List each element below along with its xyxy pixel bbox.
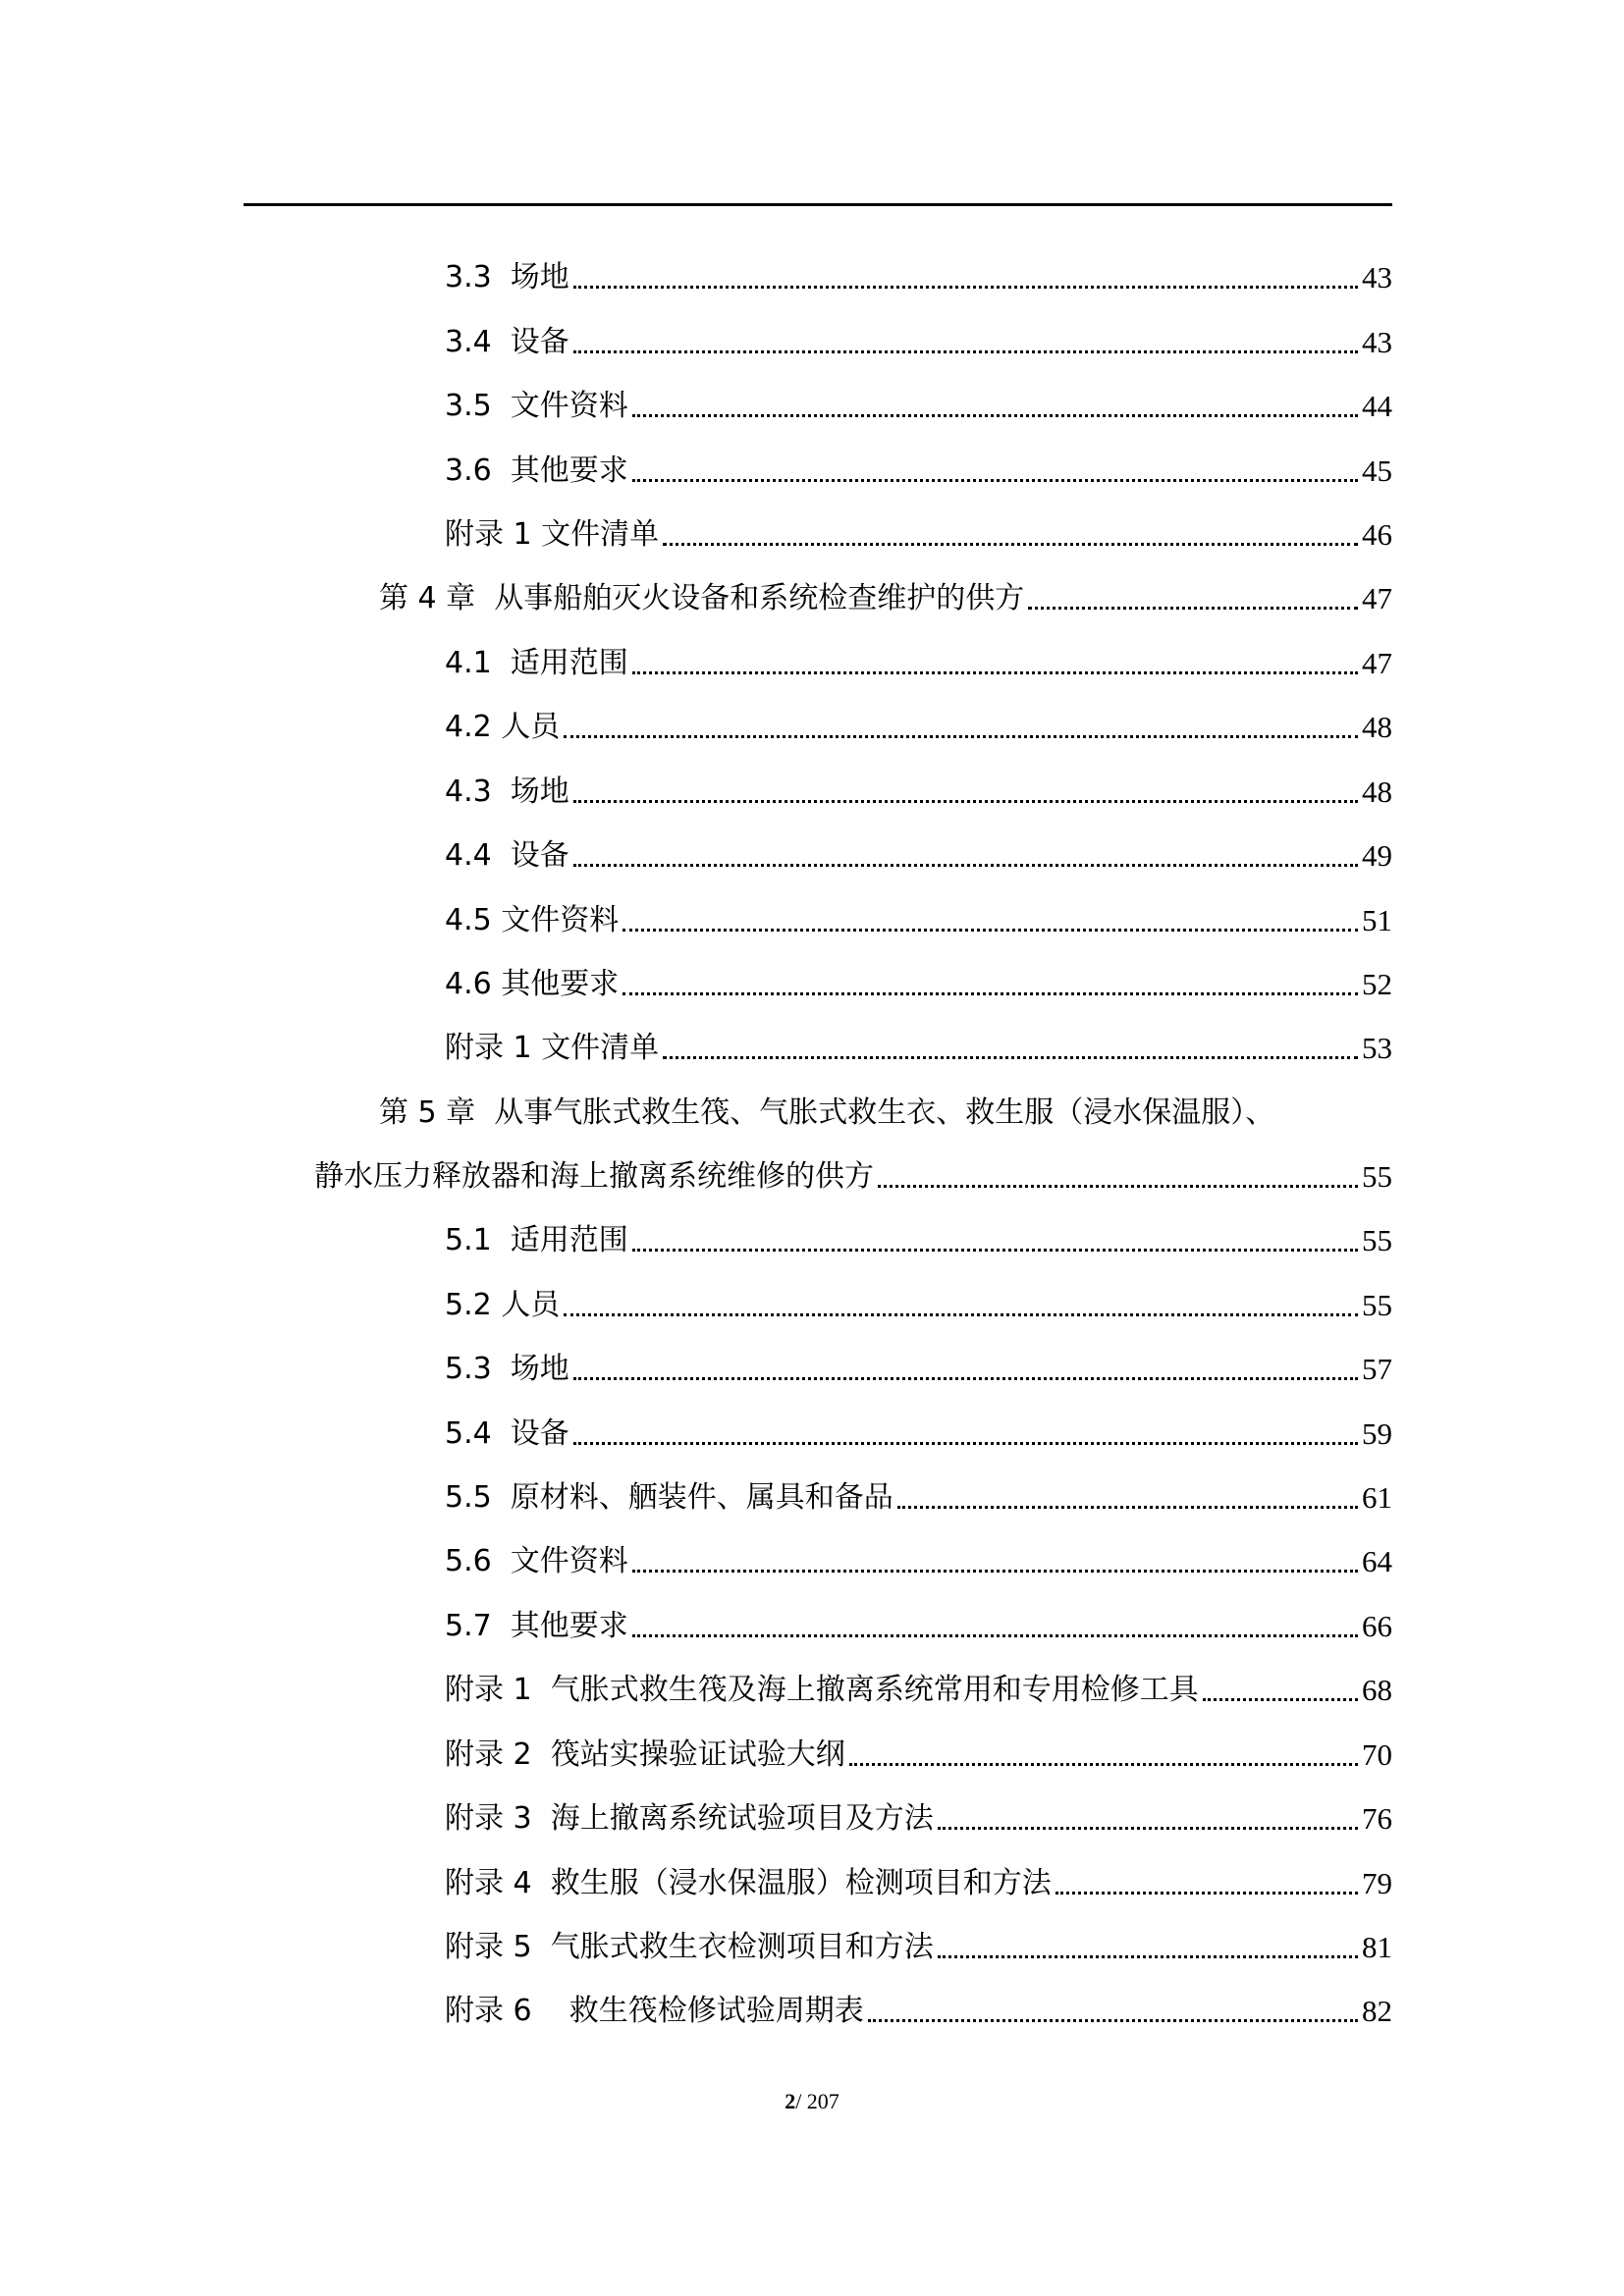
toc-leader-dots — [573, 800, 1358, 803]
toc-leader-dots — [632, 479, 1358, 482]
toc-entry-title: 4.4 设备 — [445, 838, 569, 873]
toc-entry-page-number: 64 — [1362, 1544, 1392, 1578]
toc-leader-dots — [663, 543, 1358, 546]
toc-entry[interactable] — [445, 1734, 1392, 1775]
toc-leader-dots — [938, 1955, 1358, 1958]
toc-entry-title: 3.6 其他要求 — [445, 454, 628, 488]
toc-entry-page-number: 70 — [1362, 1737, 1392, 1772]
toc-leader-dots — [897, 1506, 1358, 1509]
toc-entry[interactable] — [445, 1862, 1392, 1903]
total-pages: / 207 — [795, 2089, 839, 2113]
toc-entry-title: 附录 4 救生服（浸水保温服）检测项目和方法 — [445, 1866, 1052, 1900]
toc-entry[interactable] — [445, 899, 1392, 940]
toc-leader-dots — [573, 1377, 1358, 1380]
toc-entry-page-number: 43 — [1362, 325, 1392, 359]
toc-leader-dots — [564, 1313, 1358, 1316]
toc-entry-page-number: 55 — [1362, 1288, 1392, 1322]
toc-entry-title: 3.5 文件资料 — [445, 389, 628, 423]
toc-entry[interactable] — [445, 1540, 1392, 1581]
toc-leader-dots — [632, 414, 1358, 417]
toc-entry-title: 静水压力释放器和海上撤离系统维修的供方 — [314, 1159, 874, 1194]
toc-entry[interactable] — [445, 1476, 1392, 1518]
toc-entry-title: 5.1 适用范围 — [445, 1223, 628, 1257]
toc-leader-dots — [623, 992, 1358, 995]
toc-entry-page-number: 44 — [1362, 389, 1392, 423]
toc-entry-page-number: 61 — [1362, 1480, 1392, 1515]
toc-leader-dots — [938, 1827, 1358, 1830]
toc-entry-page-number: 43 — [1362, 260, 1392, 294]
toc-entry[interactable] — [445, 834, 1392, 876]
toc-entry-page-number: 52 — [1362, 967, 1392, 1001]
toc-leader-dots — [663, 1056, 1358, 1059]
toc-entry-title: 第 5 章 从事气胀式救生筏、气胀式救生衣、救生服（浸水保温服）、 — [379, 1095, 1275, 1130]
toc-leader-dots — [1028, 607, 1358, 610]
toc-entry-page-number: 46 — [1362, 517, 1392, 552]
toc-entry-title: 3.4 设备 — [445, 325, 569, 359]
toc-entry[interactable] — [445, 1669, 1392, 1710]
toc-leader-dots — [632, 1634, 1358, 1637]
toc-entry[interactable] — [445, 1605, 1392, 1646]
toc-entry[interactable] — [445, 1284, 1392, 1325]
toc-entry-page-number: 51 — [1362, 903, 1392, 937]
toc-entry[interactable] — [379, 1092, 1392, 1133]
toc-entry-title: 5.3 场地 — [445, 1352, 569, 1386]
toc-entry-page-number: 55 — [1362, 1223, 1392, 1257]
current-page-number: 2 — [785, 2089, 796, 2113]
toc-entry-title: 附录 2 筏站实操验证试验大纲 — [445, 1737, 845, 1772]
toc-entry-title: 3.3 场地 — [445, 260, 569, 294]
toc-leader-dots — [573, 1442, 1358, 1445]
toc-entry[interactable] — [445, 642, 1392, 683]
toc-leader-dots — [623, 929, 1358, 932]
toc-entry-title: 附录 6 救生筏检修试验周期表 — [445, 1994, 864, 2028]
toc-entry[interactable] — [445, 1990, 1392, 2031]
toc-entry[interactable] — [445, 321, 1392, 362]
toc-entry-page-number: 76 — [1362, 1801, 1392, 1836]
toc-entry-title: 附录 3 海上撤离系统试验项目及方法 — [445, 1801, 934, 1836]
toc-entry-title: 5.5 原材料、舾装件、属具和备品 — [445, 1480, 893, 1515]
toc-entry-title: 第 4 章 从事船舶灭火设备和系统检查维护的供方 — [379, 581, 1025, 615]
toc-entry-title: 4.2 人员 — [445, 710, 561, 744]
toc-leader-dots — [573, 350, 1358, 353]
toc-entry-page-number: 68 — [1362, 1673, 1392, 1707]
toc-entry-title: 附录 1 文件清单 — [445, 517, 660, 552]
toc-leader-dots — [564, 735, 1358, 738]
toc-entry-page-number: 59 — [1362, 1416, 1392, 1451]
toc-leader-dots — [632, 671, 1358, 674]
page-footer — [0, 2089, 1624, 2114]
toc-entry[interactable] — [445, 1797, 1392, 1839]
toc-entry[interactable] — [379, 577, 1392, 618]
toc-leader-dots — [878, 1185, 1358, 1188]
toc-entry-page-number: 47 — [1362, 646, 1392, 680]
toc-entry-page-number: 81 — [1362, 1930, 1392, 1964]
toc-entry-title: 附录 1 文件清单 — [445, 1031, 660, 1065]
toc-entry-page-number: 55 — [1362, 1159, 1392, 1194]
toc-entry-title: 5.2 人员 — [445, 1288, 561, 1322]
toc-entry-title: 附录 5 气胀式救生衣检测项目和方法 — [445, 1930, 934, 1964]
toc-entry-title: 4.1 适用范围 — [445, 646, 628, 680]
toc-entry-page-number: 82 — [1362, 1994, 1392, 2028]
toc-entry[interactable] — [445, 771, 1392, 812]
toc-entry-title: 5.4 设备 — [445, 1416, 569, 1451]
toc-entry-page-number: 48 — [1362, 710, 1392, 744]
toc-leader-dots — [849, 1763, 1358, 1766]
toc-leader-dots — [868, 2019, 1358, 2022]
toc-entry-page-number: 57 — [1362, 1352, 1392, 1386]
toc-entry[interactable] — [445, 1219, 1392, 1260]
toc-leader-dots — [573, 286, 1358, 289]
toc-entry[interactable] — [445, 1926, 1392, 1967]
toc-entry[interactable] — [445, 1413, 1392, 1454]
toc-entry[interactable] — [445, 385, 1392, 426]
toc-entry-page-number: 79 — [1362, 1866, 1392, 1900]
toc-entry[interactable] — [445, 706, 1392, 747]
toc-entry-title: 5.7 其他要求 — [445, 1609, 628, 1643]
toc-leader-dots — [632, 1570, 1358, 1573]
toc-entry[interactable] — [445, 450, 1392, 491]
toc-entry-title: 4.5 文件资料 — [445, 903, 620, 937]
toc-entry[interactable] — [445, 1348, 1392, 1389]
toc-leader-dots — [573, 864, 1358, 867]
toc-entry-page-number: 47 — [1362, 581, 1392, 615]
toc-entry[interactable] — [445, 513, 1392, 555]
toc-entry-page-number: 66 — [1362, 1609, 1392, 1643]
toc-entry[interactable] — [445, 963, 1392, 1004]
toc-leader-dots — [1203, 1698, 1358, 1701]
toc-entry-page-number: 45 — [1362, 454, 1392, 488]
toc-entry-page-number: 48 — [1362, 774, 1392, 809]
toc-entry-title: 4.6 其他要求 — [445, 967, 620, 1001]
toc-entry[interactable] — [314, 1155, 1392, 1197]
toc-entry-title: 4.3 场地 — [445, 774, 569, 809]
toc-leader-dots — [1056, 1892, 1358, 1895]
header-rule — [244, 203, 1392, 206]
toc-leader-dots — [632, 1249, 1358, 1252]
toc-entry-title: 5.6 文件资料 — [445, 1544, 628, 1578]
toc-entry-page-number: 49 — [1362, 838, 1392, 873]
toc-entry[interactable] — [445, 1027, 1392, 1068]
toc-entry[interactable] — [445, 256, 1392, 297]
toc-entry-title: 附录 1 气胀式救生筏及海上撤离系统常用和专用检修工具 — [445, 1673, 1199, 1707]
toc-entry-page-number: 53 — [1362, 1031, 1392, 1065]
